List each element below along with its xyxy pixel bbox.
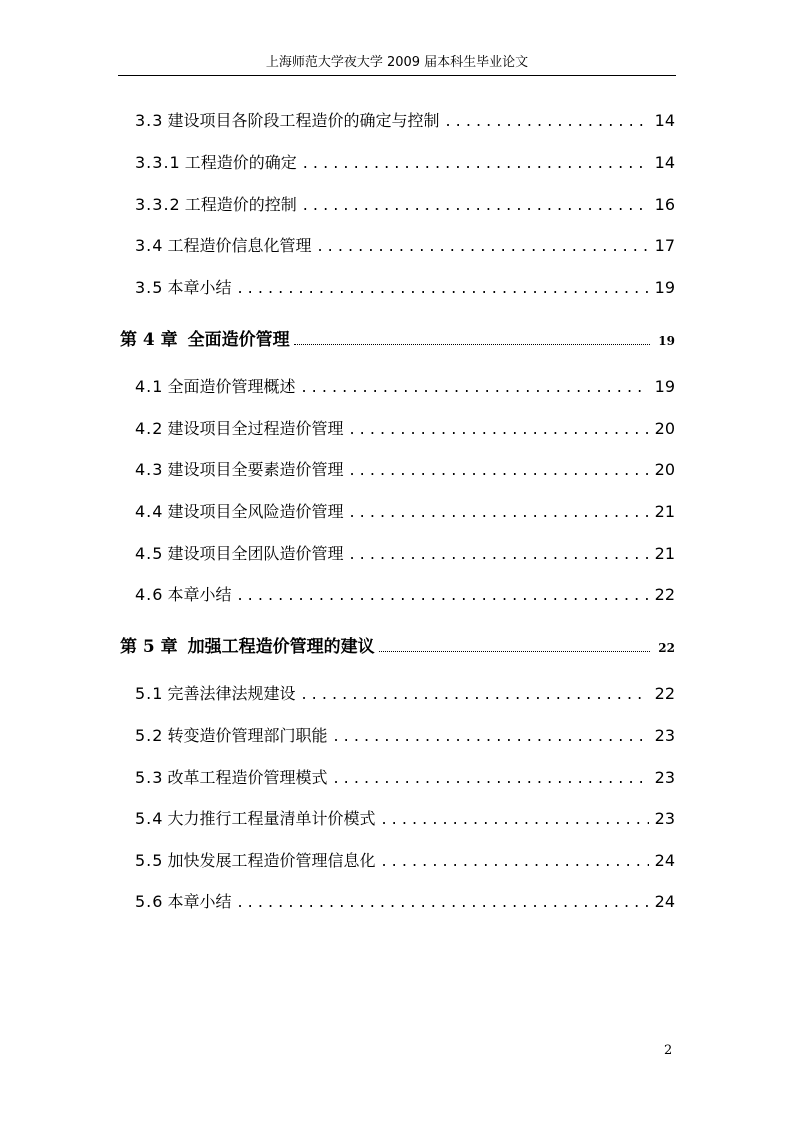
toc-section-entry (135, 848, 675, 871)
toc-entry-number: 3.3.1 (135, 153, 181, 172)
toc-entry-title: 建设项目全要素造价管理 (167, 460, 344, 479)
toc-entry-page: 14 (654, 111, 675, 130)
toc-section-entry (135, 457, 675, 480)
toc-section-entry (135, 582, 675, 605)
toc-entry-title: 工程造价的控制 (184, 195, 297, 214)
toc-section-entry (135, 806, 675, 829)
toc-entry-page: 16 (654, 195, 675, 214)
toc-entry-title: 本章小结 (167, 585, 232, 604)
toc-entry-number: 3.3.2 (135, 195, 181, 214)
toc-entry-number: 3.4 (135, 236, 164, 255)
toc-dot-leader (333, 726, 648, 745)
toc-entry-title: 本章小结 (167, 278, 232, 297)
toc-entry-page: 21 (654, 502, 675, 521)
toc-entry-title: 转变造价管理部门职能 (167, 726, 328, 745)
toc-entry-title: 建设项目全过程造价管理 (167, 419, 344, 438)
toc-dot-leader (349, 502, 648, 521)
toc-dot-leader (379, 650, 651, 652)
toc-section-entry (135, 541, 675, 564)
toc-entry-title: 加快发展工程造价管理信息化 (167, 851, 376, 870)
toc-dot-leader (445, 111, 648, 130)
toc-entry-number: 4.6 (135, 585, 164, 604)
toc-entry-page: 24 (654, 851, 675, 870)
toc-dot-leader (237, 892, 648, 911)
toc-entry-title: 建设项目全团队造价管理 (167, 544, 344, 563)
toc-entry-number: 5.4 (135, 809, 164, 828)
toc-section-entry (135, 108, 675, 131)
toc-dot-leader (303, 195, 649, 214)
toc-dot-leader (301, 684, 648, 703)
toc-entry-page: 19 (654, 377, 675, 396)
toc-entry-number: 4.4 (135, 502, 164, 521)
toc-section-entry (135, 275, 675, 298)
toc-dot-leader (237, 585, 648, 604)
toc-entry-title: 大力推行工程量清单计价模式 (167, 809, 376, 828)
toc-dot-leader (294, 343, 651, 345)
toc-entry-title: 全面造价管理概述 (167, 377, 296, 396)
toc-dot-leader (349, 544, 648, 563)
running-header: 上海师范大学夜大学 2009 届本科生毕业论文 (265, 55, 529, 70)
toc-dot-leader (237, 278, 648, 297)
toc-entry-page: 24 (654, 892, 675, 911)
page-number: 2 (664, 1043, 673, 1058)
toc-entry-number: 4.2 (135, 419, 164, 438)
toc-entry-title: 加强工程造价管理的建议 (187, 637, 375, 657)
toc-entry-number: 4.1 (135, 377, 164, 396)
toc-entry-page: 19 (658, 334, 675, 348)
toc-entry-title: 全面造价管理 (187, 330, 290, 350)
toc-entry-number: 5.2 (135, 726, 164, 745)
toc-dot-leader (301, 377, 648, 396)
toc-section-entry (135, 192, 675, 215)
toc-entry-number: 第 5 章 (120, 637, 178, 657)
toc-section-entry (135, 499, 675, 522)
toc-section-entry (135, 681, 675, 704)
toc-dot-leader (303, 153, 649, 172)
toc-chapter-entry (120, 325, 675, 350)
toc-entry-page: 21 (654, 544, 675, 563)
toc-entry-title: 建设项目各阶段工程造价的确定与控制 (167, 111, 440, 130)
toc-entry-page: 22 (658, 641, 675, 655)
toc-dot-leader (349, 460, 648, 479)
toc-entry-page: 17 (654, 236, 675, 255)
toc-entry-page: 23 (654, 726, 675, 745)
toc-section-entry (135, 765, 675, 788)
toc-entry-number: 5.5 (135, 851, 164, 870)
toc-entry-title: 工程造价的确定 (184, 153, 297, 172)
toc-entry-page: 20 (654, 460, 675, 479)
toc-dot-leader (381, 851, 648, 870)
toc-entry-number: 5.1 (135, 684, 164, 703)
toc-entry-page: 22 (654, 585, 675, 604)
toc-entry-page: 19 (654, 278, 675, 297)
toc-section-entry (135, 150, 675, 173)
toc-entry-title: 完善法律法规建设 (167, 684, 296, 703)
toc-dot-leader (317, 236, 648, 255)
toc-dot-leader (381, 809, 648, 828)
toc-section-entry (135, 374, 675, 397)
toc-entry-page: 22 (654, 684, 675, 703)
toc-section-entry (135, 889, 675, 912)
toc-entry-number: 4.5 (135, 544, 164, 563)
toc-entry-number: 5.3 (135, 768, 164, 787)
toc-dot-leader (333, 768, 648, 787)
toc-entry-number: 4.3 (135, 460, 164, 479)
toc-entry-page: 23 (654, 809, 675, 828)
toc-section-entry (135, 416, 675, 439)
toc-entry-title: 工程造价信息化管理 (167, 236, 312, 255)
toc-entry-title: 改革工程造价管理模式 (167, 768, 328, 787)
toc-entry-page: 23 (654, 768, 675, 787)
toc-entry-number: 5.6 (135, 892, 164, 911)
toc-dot-leader (349, 419, 648, 438)
toc-entry-page: 14 (654, 153, 675, 172)
toc-section-entry (135, 723, 675, 746)
toc-entry-page: 20 (654, 419, 675, 438)
toc-chapter-entry (120, 632, 675, 657)
toc-entry-title: 本章小结 (167, 892, 232, 911)
toc-entry-number: 第 4 章 (120, 330, 178, 350)
toc-section-entry (135, 233, 675, 256)
header-rule (118, 75, 676, 76)
toc-entry-number: 3.3 (135, 111, 164, 130)
toc-entry-number: 3.5 (135, 278, 164, 297)
toc-entry-title: 建设项目全风险造价管理 (167, 502, 344, 521)
